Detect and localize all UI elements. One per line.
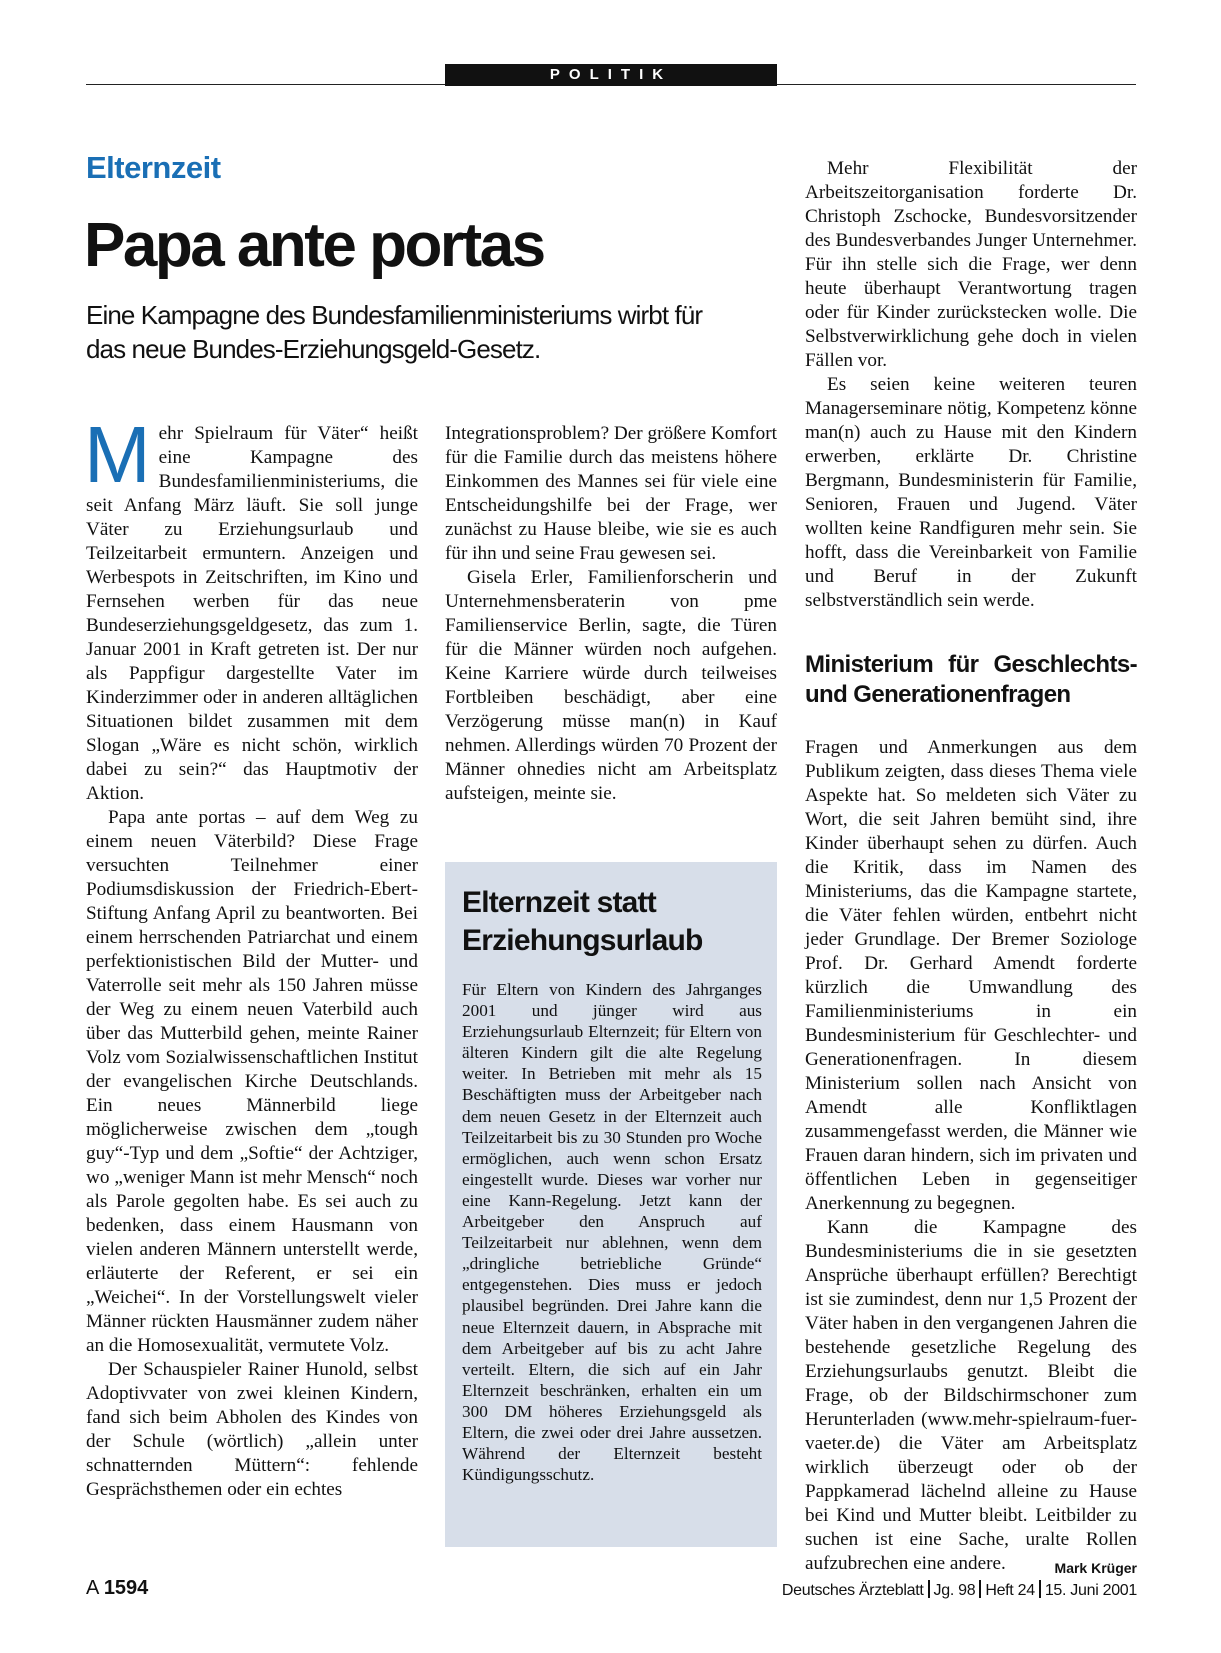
paragraph-final-text: Kann die Kampagne des Bundesministeriums die in sie gesetzten Ansprüche überhaupt erfüllen? Berechtigt ist sie zumindest, denn nur 1,5 Prozent der Väter haben in den vergangenen Jahren die bestehende gesetzliche Regelung des Erziehungsurlaubs genutzt. Bleibt die Frage, ob der Bildschirmschoner zum Herunterladen (www.mehr-spielraum-fuer-vaeter.de) die Väter am Arbeitsplatz wirklich überzeugt oder ob der Pappkamerad lächelnd alleine zu Hause bei Kind und Mutter bleibt. Leitbilder zu suchen ist eine Sache, uralte Rollen aufzubrechen eine andere.: [805, 1217, 1137, 1574]
page-number-value: 1594: [103, 1577, 149, 1599]
footer-divider: [979, 1580, 981, 1598]
info-box-text: Für Eltern von Kindern des Jahrganges 2001 und jünger wird aus Erziehungsurlaub Elternzeit; für Eltern von älteren Kindern gilt die alte Regelung weiter. In Betrieben mit mehr als 15 Beschäftigten muss der Arbeitgeber nach dem neuen Gesetz in der Elternzeit auch Teilzeitarbeit bis zu 30 Stunden pro Woche ermöglichen, auch wenn schon Ersatz eingestellt wurde. Dieses war vorher nur eine Kann-Regelung. Jetzt kann der Arbeitgeber den Anspruch auf Teilzeitarbeit nur ablehnen, wenn dem „dringliche betriebliche Gründe“ entgegenstehen. Dies muss er jedoch plausibel begründen. Drei Jahre kann die neue Elternzeit dauern, in Absprache mit dem Arbeitgeber auf bis zu acht Jahre verteilt. Eltern, die sich auf ein Jahr Elternzeit beschränken, erhalten ein um 300 DM höheres Erziehungsgeld als Eltern, die zwei oder drei Jahre aussetzen. Während der Elternzeit besteht Kündigungsschutz.: [462, 980, 762, 1485]
paragraph-intro-text: ehr Spielraum für Väter“ heißt eine Kampagne des Bundesfamilienministeriums, die seit Anfang März läuft. Sie soll junge Väter zu Erziehungsurlaub und Teilzeitarbeit ermuntern. Anzeigen und Werbespots in Zeitschriften, im Kino und Fernsehen werben für das neue Bundeserziehungsgeldgesetz, das zum 1. Januar 2001 in Kraft getreten ist. Der nur als Pappfigur dargestellte Vater im Kinderzimmer oder in anderen alltäglichen Situationen bildet zusammen mit dem Slogan „Wäre es nicht schön, wirklich dabei zu sein?“ das Hauptmotiv der Aktion.: [86, 423, 418, 804]
paragraph: Gisela Erler, Familienforscherin und Unternehmensberaterin von pme Familienservice Berlin, sagte, die Türen für die Männer würden noch aufgehen. Keine Karriere würde durch teilweises Fortbleiben beschädigt, aber eine Verzögerung müsse man(n) in Kauf nehmen. Allerdings würden 70 Prozent der Männer ohnedies nicht am Arbeitsplatz aufsteigen, meinte sie.: [445, 567, 777, 804]
paragraph: Mehr Flexibilität der Arbeitszeitorganisation forderte Dr. Christoph Zschocke, Bundesvorsitzender des Bundesverbandes Junger Unternehmer. Für ihn stelle sich die Frage, wer denn heute überhaupt Verantwortung tragen oder für Kinder zurückstecken wolle. Die Selbstverwirklichung gehe doch in vielen Fällen vor.: [805, 158, 1137, 371]
paragraph: Fragen und Anmerkungen aus dem Publikum zeigten, dass dieses Thema viele Aspekte hat. So meldeten sich Väter zu Wort, die seit Jahren bemüht sind, ihre Kinder überhaupt sehen zu dürfen. Auch die Kritik, dass im Namen des Ministeriums, das die Kampagne startete, die Väter fehlen würden, entbehrt nicht jeder Grundlage. Der Bremer Soziologe Prof. Dr. Gerhard Amendt forderte kürzlich die Umwandlung des Familienministeriums in ein Bundesministerium für Geschlechter- und Generationenfragen. In diesem Ministerium sollen nach Ansicht von Amendt alle Konfliktlagen zusammengefasst werden, die Männer wie Frauen daran hindern, sich im privaten und öffentlichen Leben in gegenseitiger Anerkennung zu begegnen.: [805, 737, 1137, 1214]
dropcap: M: [84, 410, 151, 499]
article-subtitle: Eine Kampagne des Bundesfamilienministeriums wirbt für das neue Bundes-Erziehungsgeld-Gesetz.: [86, 300, 703, 364]
footer-divider: [1039, 1580, 1041, 1598]
paragraph-final: [805, 1216, 1137, 1576]
paragraph-intro: [84, 410, 418, 806]
paragraph: Integrationsproblem? Der größere Komfort für die Familie durch das meistens höhere Einkommen des Mannes sei für viele eine Entscheidungshilfe bei der Frage, wer zunächst zu Hause bleibe, wie sie es auch für ihn und seine Frau gewesen sei.: [445, 423, 777, 564]
info-box-title: Elternzeit statt Erziehungsurlaub: [462, 886, 703, 957]
journal-volume: Jg. 98: [933, 1582, 976, 1599]
page-number: [86, 1577, 148, 1600]
column-1: [84, 410, 418, 1502]
column-2: [445, 422, 777, 806]
info-box: [445, 862, 777, 1547]
author-name: Mark Krüger: [1054, 1560, 1137, 1576]
footer-citation: [782, 1580, 1137, 1600]
journal-name: Deutsches Ärzteblatt: [781, 1582, 924, 1599]
section-subheading: Ministerium für Geschlechts- und Generationenfragen: [805, 651, 1137, 708]
footer-divider: [928, 1580, 930, 1598]
section-tag: POLITIK: [445, 64, 777, 86]
article-title: Papa ante portas: [84, 211, 544, 280]
paragraph: Der Schauspieler Rainer Hunold, selbst Adoptivvater von zwei kleinen Kindern, fand sich beim Abholen des Kindes von der Schule (wörtlich) „allein unter schnatternden Müttern“: fehlende Gesprächsthemen oder ein echtes: [86, 1359, 418, 1500]
column-3: [805, 157, 1137, 1580]
journal-date: 15. Juni 2001: [1044, 1582, 1137, 1599]
paragraph: Es seien keine weiteren teuren Managerseminare nötig, Kompetenz könne man(n) auch zu Hause mit den Kindern erwerben, erklärte Dr. Christine Bergmann, Bundesministerin für Familie, Senioren, Frauen und Jugend. Väter wollten keine Randfiguren mehr sein. Sie hofft, dass die Vereinbarkeit von Familie und Beruf in der Zukunft selbstverständlich sein werde.: [805, 374, 1137, 611]
article-kicker: Elternzeit: [86, 150, 221, 185]
paragraph: Papa ante portas – auf dem Weg zu einem neuen Väterbild? Diese Frage versuchten Teilnehmer einer Podiumsdiskussion der Friedrich-Ebert-Stiftung Anfang April zu beantworten. Bei einem herrschenden Patriarchat und einem perfektionistischen Bild der Mutter- und Vaterrolle seit mehr als 150 Jahren müsse der Weg zu einem neuen Vaterbild auch über das Mutterbild gehen, meinte Rainer Volz vom Sozialwissenschaftlichen Institut der evangelischen Kirche Deutschlands. Ein neues Männerbild liege möglicherweise zwischen dem „tough guy“-Typ und dem „Softie“ der Achtziger, wo „weniger Mann ist mehr Mensch“ noch als Parole gegolten habe. Es sei auch zu bedenken, dass einem Hausmann von vielen anderen Männern unterstellt werde, erläuterte der Referent, er sei ein „Weichei“. In der Vorstellungswelt vieler Männer rückten Hausmänner zudem näher an die Homosexualität, vermutete Volz.: [86, 807, 418, 1356]
journal-issue: Heft 24: [985, 1582, 1035, 1599]
page-prefix: A: [86, 1577, 99, 1599]
